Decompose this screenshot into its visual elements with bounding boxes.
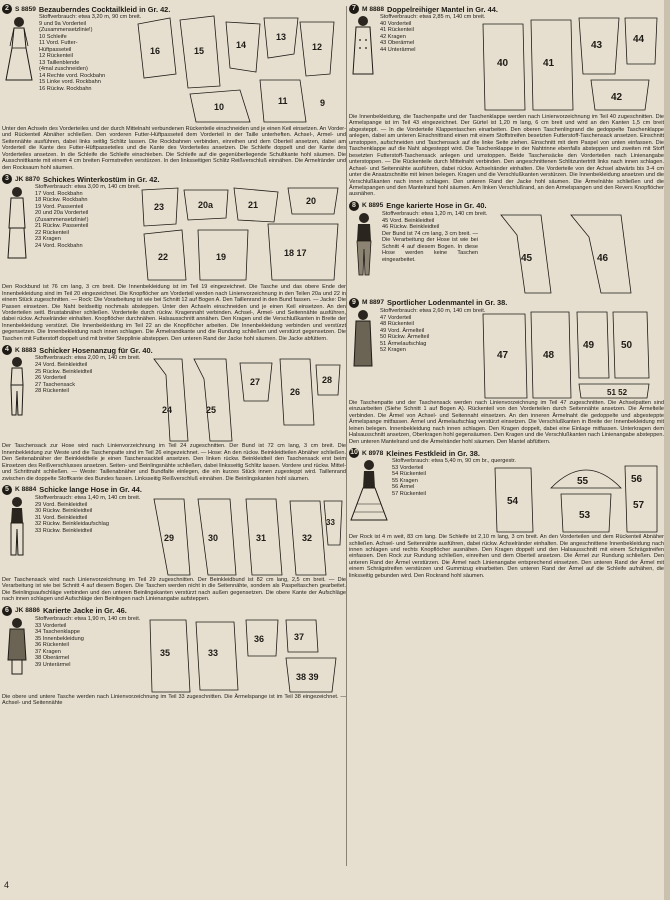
svg-text:15: 15: [194, 46, 205, 56]
pattern-code: S 8859: [15, 5, 36, 13]
part-item: 48 Rückenteil: [380, 321, 414, 328]
svg-text:25: 25: [206, 405, 217, 416]
part-item: 19 Vord. Passenteil: [35, 203, 84, 210]
part-item: 43 Oberärmel: [380, 40, 415, 47]
pattern-code: JK 8886: [15, 607, 40, 615]
pattern-code: K 8895: [362, 202, 384, 210]
part-item: 56 Ärmel: [392, 484, 415, 491]
article-heading: [349, 4, 664, 14]
part-item: 20 und 20a Vorderteil: [35, 210, 89, 217]
svg-text:40: 40: [497, 58, 509, 69]
article-number: 4: [2, 345, 12, 355]
part-item: 32 Rückw. Beinkleidaufschlag: [35, 521, 110, 528]
part-item: 54 Rückenteil: [392, 471, 426, 478]
parts-list: [380, 21, 476, 54]
trousers-figure-illustration: [2, 495, 32, 557]
svg-text:47: 47: [497, 349, 509, 361]
svg-text:26: 26: [290, 387, 301, 398]
part-item: 38 Oberärmel: [35, 655, 70, 662]
parts-list: [35, 362, 145, 395]
part-item: 23 Kragen: [35, 236, 61, 243]
trouser-suit-figure-illustration: [2, 355, 32, 417]
fabric-requirement: Stoffverbrauch: etwa 3,20 m, 90 cm breit.: [39, 14, 142, 20]
svg-text:19: 19: [216, 252, 227, 263]
page-number: 4: [4, 880, 10, 890]
svg-text:38 39: 38 39: [296, 671, 319, 682]
part-item: 22 Rückenteil: [35, 229, 69, 236]
parts-list: [382, 218, 478, 231]
pattern-code: JK 8870: [15, 175, 40, 183]
svg-text:56: 56: [631, 474, 643, 486]
pattern-pieces-diagram: [146, 616, 341, 694]
svg-text:14: 14: [236, 40, 247, 50]
fabric-requirement: Stoffverbrauch: etwa 2,60 m, 140 cm breit.: [380, 307, 486, 314]
parts-list: [39, 21, 127, 93]
part-item: 41 Rückenteil: [380, 27, 414, 34]
part-item: 46 Rückw. Beinkleidteil: [382, 224, 440, 231]
svg-text:50: 50: [621, 339, 633, 351]
fabric-requirement: Stoffverbrauch: etwa 1,40 m, 140 cm breit.: [35, 494, 141, 501]
article-number: 10: [350, 449, 358, 457]
article-number: 5: [2, 485, 12, 495]
article-title: Sportlicher Lodenmantel in Gr. 38.: [387, 298, 508, 308]
article-heading: [2, 485, 346, 495]
part-item: 21 Rückw. Passenteil: [35, 223, 89, 230]
article-title: Schicker Hosenanzug für Gr. 40.: [39, 345, 153, 355]
svg-text:54: 54: [507, 496, 519, 508]
article-number: 2: [2, 4, 12, 14]
svg-text:24: 24: [162, 405, 173, 416]
part-item: 33 Rückw. Beinkleidteil: [35, 527, 93, 534]
coat-figure-illustration: [349, 14, 377, 84]
svg-text:18 17: 18 17: [284, 248, 307, 259]
part-item: 16 Rückw. Rockbahn: [39, 85, 92, 92]
part-item: 15 Linke vord. Rockbahn: [39, 79, 101, 86]
svg-text:49: 49: [583, 339, 595, 351]
svg-text:13: 13: [276, 32, 287, 42]
article-title: Doppelreihiger Mantel in Gr. 44.: [387, 4, 498, 14]
article-heading: [349, 298, 664, 308]
article-heading: [2, 606, 346, 616]
svg-text:31: 31: [256, 532, 267, 543]
part-item: 52 Kragen: [380, 347, 406, 354]
svg-text:32: 32: [302, 532, 313, 543]
article-2: [2, 4, 346, 171]
pattern-pieces-diagram: [148, 355, 343, 443]
svg-text:43: 43: [591, 40, 603, 51]
svg-text:20a: 20a: [198, 200, 214, 211]
column-divider: [346, 6, 347, 866]
svg-text:57: 57: [633, 500, 645, 512]
svg-text:16: 16: [150, 46, 161, 56]
pattern-pieces-diagram: [481, 211, 661, 295]
pattern-pieces-diagram: [130, 14, 340, 126]
svg-text:11: 11: [278, 96, 288, 106]
article-instructions: Die obere und untere Tasche werden nach Linienvorzeichnung im Teil 33 zugeschnitten. Die Ärmelspange ist im Teil 38 eingezeichnet. — Achsel- und Seitennähte: [2, 693, 346, 707]
svg-text:10: 10: [214, 102, 225, 112]
pattern-pieces-diagram: [479, 308, 659, 400]
svg-text:12: 12: [312, 42, 323, 52]
svg-text:20: 20: [306, 196, 317, 207]
article-number: 8: [349, 201, 359, 211]
svg-text:9: 9: [320, 98, 326, 108]
right-column: [349, 4, 664, 582]
part-item: (Zusammensetzlinie!): [39, 27, 93, 34]
jacket-figure-illustration: [2, 616, 32, 676]
pattern-code: K 8884: [15, 486, 37, 494]
pattern-pieces-diagram: [491, 458, 661, 534]
part-item: 12 Rückenteil: [39, 53, 73, 60]
parts-list: [392, 465, 488, 498]
part-item: (4mal zuschneiden): [39, 66, 88, 73]
part-item: 42 Kragen: [380, 33, 406, 40]
part-item: 11 Vord. Futter-: [39, 40, 78, 47]
party-dress-figure-illustration: [349, 458, 389, 524]
part-item: 24 Vord. Beinkleidteil: [35, 362, 88, 369]
part-item: 31 Vord. Beinkleidteil: [35, 514, 88, 521]
article-title: Kleines Festkleid in Gr. 38.: [386, 448, 480, 458]
left-column: [2, 4, 346, 710]
pattern-pieces-diagram: [479, 14, 659, 114]
part-item: 49 Vord. Ärmelteil: [380, 327, 425, 334]
article-title: Bezauberndes Cocktailkleid in Gr. 42.: [38, 4, 171, 14]
svg-text:51 52: 51 52: [607, 387, 628, 397]
svg-text:30: 30: [208, 532, 219, 543]
article-title: Karierte Jacke in Gr. 46.: [42, 606, 127, 616]
svg-text:42: 42: [611, 92, 623, 103]
part-item: 27 Taschensack: [35, 381, 76, 388]
article-heading: [2, 4, 346, 14]
article-heading: [349, 201, 664, 211]
part-item: 40 Vorderteil: [380, 20, 412, 27]
svg-text:29: 29: [164, 532, 175, 543]
part-item: 9 und 9a Vorderteil: [39, 20, 86, 27]
fabric-requirement: Stoffverbrauch: etwa 3,00 m, 140 cm breit.: [35, 184, 141, 191]
svg-text:36: 36: [254, 633, 265, 644]
svg-text:46: 46: [597, 252, 609, 264]
pattern-code: M 8897: [362, 299, 384, 307]
part-item: 26 Vorderteil: [35, 375, 67, 382]
article-10: [349, 448, 664, 579]
svg-text:44: 44: [633, 34, 645, 45]
part-item: 14 Rechte vord. Rockbahn: [39, 72, 106, 79]
svg-text:45: 45: [521, 252, 533, 264]
article-number: 6: [2, 606, 12, 616]
part-item: 51 Ärmelaufschlag: [380, 340, 427, 347]
part-item: 44 Unterärmel: [380, 46, 416, 53]
article-8: [349, 201, 664, 295]
article-number: 3: [2, 174, 12, 184]
pattern-code: K 8978: [362, 449, 384, 457]
article-title: Enge karierte Hose in Gr. 40.: [386, 201, 487, 211]
svg-text:48: 48: [543, 349, 555, 361]
trousers-figure-illustration: [349, 211, 379, 277]
svg-text:33: 33: [208, 647, 219, 658]
part-item: 35 Innenbekleidung: [35, 635, 84, 642]
part-item: 39 Unterärmel: [35, 661, 71, 668]
svg-text:23: 23: [154, 202, 165, 213]
svg-text:41: 41: [543, 58, 555, 69]
article-title: Schicke lange Hose in Gr. 44.: [39, 485, 142, 495]
fabric-requirement: Stoffverbrauch: etwa 2,85 m, 140 cm breit.: [380, 14, 486, 20]
svg-text:37: 37: [294, 631, 305, 642]
loden-coat-figure-illustration: [349, 308, 377, 374]
article-3: [2, 174, 346, 342]
article-instructions: Die Taschenpatte und der Taschensack werden nach Linienvorzeichnung im Teil 47 zugeschnitten. Die Achselpatten sind einzuarbeiten (Siehe Schnitt 1 auf Bogen A). Rückenteil von den Vorderteilen durch Seitennähte ansetzen. Die Ärmelteile verbinden. Die Ärmel von Achsel- und Seitennaht einsetzen. An den inneren Ärmelnaht die gedoppelte und abgesteppte Ärmelspange mitfassen. Ärmel und Ärmelaufschlag verstürzt einsetzen. Die Verschlußkanten in Breite der Innenbekleidung mit leinen belegen. Innenbekleidung nach innen schlagen. Den Kragen doppelt, dabei eine Einlage mitfassen. Unterkragen dem Halsausschnitt ansetzen, Oberkragen hohl gegensäumen. Den Kragen und die Verschlußkanten nach Linienangabe absteppen. Den unteren Mantelrand und die Ärmelränder hohl säumen. Den Mantel abfüttern.: [349, 399, 664, 445]
article-instructions: Der Taschensack wird nach Linienvorzeichnung im Teil 29 zugeschnitten. Der Beinkleidbund ist 82 cm lang, 2,5 cm breit. — Die Verarbeitung ist wie bei Schnitt 4 auf diesem Bogen. Die Taschen werden nicht in die Seitennähte, sondern als Paspeltaschen gearbeitet. Die Beinlingsaufschläge verbinden und den unteren Beinlingskanten verstürzt nach außen gegensetzen. Die obere Kante der Aufschläge nach innen schlagen und Aufschläge den Beinlingen nach Linienangabe aufsteppen.: [2, 576, 346, 603]
svg-text:53: 53: [579, 510, 591, 522]
pattern-pieces-diagram: [148, 495, 343, 577]
part-item: 18 Rückw. Rockbahn: [35, 197, 88, 204]
pattern-code: M 8888: [362, 5, 384, 13]
part-item: 24 Vord. Rockbahn: [35, 242, 83, 249]
parts-list: [380, 315, 476, 354]
part-item: 37 Kragen: [35, 648, 61, 655]
part-item: 13 Taillenblende: [39, 59, 80, 66]
part-item: 36 Rückenteil: [35, 642, 69, 649]
part-item: 53 Vorderteil: [392, 464, 424, 471]
dress-figure-illustration: [2, 14, 36, 84]
part-item: 57 Rückenteil: [392, 490, 426, 497]
svg-text:35: 35: [160, 647, 171, 658]
part-item: 29 Vord. Beinkleidteil: [35, 501, 88, 508]
svg-text:21: 21: [248, 200, 259, 211]
part-item: 25 Rückw. Beinkleidteil: [35, 368, 93, 375]
article-number: 9: [349, 298, 359, 308]
article-6: [2, 606, 346, 707]
svg-text:22: 22: [158, 252, 169, 263]
svg-text:27: 27: [250, 377, 261, 388]
fabric-requirement: Stoffverbrauch: etwa 1,20 m, 140 cm breit.: [382, 210, 488, 217]
article-instructions: Unter den Achseln des Vorderteiles und der durch Mittelnaht verbundenen Rückenteile einschneiden und je einen Keil einsetzen. An Vorder- und Rückenteil Abnäher schließen. Den vorderen Futter-Hüftpasseteil dem Vorderteil in der Taille unterheften. Achsel-, Armel- und Seitennähte ausführen, dabei links seitlig Schlitz lassen. Die Rockbahnen verbinden, einreihen und dem Oberteil ansetzen, dabei am Vorderteil die Kante des Futter-Hüftpasseteiles und die Kante des Vorderteiles ansetzen. Die Schleife doppelt und der Kante des Vorderteiles ansetzen. In die Schleife die Schleife einschieben. Die Schleife auf die gegenüberliegende Schultkante hohl säumen. Die Ausschnittkante mit einem 4 cm breiten Formstreifen verstürzen. In den linksseitigen Schlitz Reißverschluß einnähen. Die Armelränder und den Rocksaum hohl säumen.: [2, 126, 346, 171]
part-item: (Zusammensetzlinie!): [35, 216, 89, 223]
svg-text:55: 55: [577, 476, 589, 488]
article-instructions: Der Taschensack zur Hose wird nach Linienvorzeichnung im Teil 24 zugeschnitten. Der Bund ist 72 cm lang, 3 cm breit. Die Innenbekleidung zur Weste und die Taschenpatte sind im Teil 26 eingezeichnet. — Hose: An den rückw. Beinkleidteilen Abnäher schließen. Den Seitenabnäher der Beinkleidteile je einen Taschensackteil ansetzen. Den linken rückw. Beinkleidteil den Taschensack erst beim Einsetzen des Reißverschlusses ansetzen. Seiten- und Beinlingsnähte schließen, dabei linksseitig Schlitz lassen. Vordere und rückw. Mittel- und Schrittnaht schließen. — Weste: Taillenabnäher und Bundfalte einlegen, die ein kurzes Stück innen zugesteppt wird. Taillenrand zwischen die doppelte Stoffkante des Bundes fassen. Linksseitig Reißverschluß einnähen. Die Beinlingskanten hohl säumen.: [2, 443, 346, 482]
suit-figure-illustration: [2, 184, 32, 264]
part-item: 33 Vorderteil: [35, 622, 67, 629]
part-item: 55 Kragen: [392, 477, 418, 484]
fabric-requirement: Stoffverbrauch: etwa 2,00 m, 140 cm breit.: [35, 355, 141, 362]
part-item: 45 Vord. Beinkleidteil: [382, 217, 435, 224]
article-heading: [349, 448, 664, 458]
parts-list: [35, 623, 143, 669]
article-title: Schickes Winterkostüm in Gr. 42.: [42, 174, 160, 184]
part-item: 30 Rückw. Beinkleidteil: [35, 508, 93, 515]
part-item: 28 Rückenteil: [35, 388, 69, 395]
part-item: 50 Rückw. Ärmelteil: [380, 334, 430, 341]
part-item: Hüftpasseteil: [39, 46, 72, 53]
fabric-requirement: Stoffverbrauch: etwa 5,40 m, 90 cm br., quergestr.: [392, 458, 516, 465]
pattern-code: K 8883: [15, 346, 37, 354]
article-instructions: Der Bund ist 74 cm lang, 3 cm breit. — Die Verarbeitung der Hose ist wie bei Schnitt 4 auf diesem Bogen. In diese Hose werden keine Taschen eingearbeitet.: [382, 230, 478, 263]
article-heading: [2, 174, 346, 184]
article-instructions: Die Innenbekleidung, die Taschenpatte und der Taschenklappe werden nach Linienvorzeichnung im Teil 40 zugeschnitten. Die Armelspange ist im Teil 43 eingezeichnet. Der Gürtel ist 1,20 m lang, 6 cm breit und wird an den Kanten 1,5 cm breit abgesteppt. — In die Vorderteile Klappentaschen einarbeiten. Den oberen Taschenlingrand die gedoppelte Taschenklappe anlegen, dabei am unteren Einschnittrand einen mit einem Stoffstreifen besetzten Futterstoff-Taschensack ansetzen. Einschnitt umstoppen, aufschneiden und Taschensack auf die linke Seite ziehen. Einschnitt mit dem Paspel von unten einfassen. Die Taschenklappe auf die Naht abgesteppt wird. Die Taschenklappe in der Nahtrinne ebenfalls absteppen und zweiten mit Stoff besetzten Futterstoff-Taschensack anlegen und umstoppen. Beide Taschensäcke den Vorderteilen nach Linienangabe unterstoppen. — Die Rückenteile durch Mittelnaht verbinden. Den angeschnittenen Schlitzuntertritt links nach innen schlagen. Achsel- und Seitennähte ausführen, dabei rückw. Achselränder einhalten. Die Vorderteile von der Achsel abwärts bis 3-4 cm unter die Ansatzschnitte mit leinen belegen. Kragen und die Verschlußkanten verstürzen. Die Innenbekleidung ansetzen und die Verschlußkanten nach innen schlagen. Den unteren Rand der Jacke hohl säumen. Die Ärmelnähte schließen und die Ärmelspangen und den Mantelrand hohl säumen. Am linken Verschlußrand, an den Armelspangen und den Revers Knopflöcher ausnähen.: [349, 114, 664, 198]
article-number: 7: [349, 4, 359, 14]
part-item: 47 Vorderteil: [380, 314, 412, 321]
fabric-requirement: Stoffverbrauch: etwa 1,90 m, 140 cm breit.: [35, 615, 141, 622]
svg-text:28: 28: [322, 375, 333, 386]
article-7: [349, 4, 664, 198]
article-9: [349, 298, 664, 445]
pattern-pieces-diagram: [138, 184, 343, 284]
part-item: 17 Vord. Rockbahn: [35, 190, 83, 197]
page-edge: [664, 0, 670, 900]
parts-list: [35, 502, 145, 535]
article-instructions: Den Rockbund ist 76 cm lang, 3 cm breit. Die Innenbekleidung ist im Teil 19 eingezeichnet. Die Tasche und das obere Ende der Innenbekleidung sind im Teil 20 eingezeichnet. Die Knopflöcher am Vorderteil werden nach Linienvorzeichnung in den Teilen 20a und 22 in einem Stück zugeschnitten. — Rock: Die Vorarbeitung ist wie bei Schnitt 12 auf Bogen A. Den Taillenrand in den Bund fassen. — Jacke: Die Passen einsetzen. Die Naht beidseitig nochmals absteppen. Unter den Achseln einschneiden und je einen Keil einsetzen. An den Vorderteilen seitl. Brustabnäher schließen. Vorderteile durch rückw. Kragennaht verbinden. Achsel-, Ärmel- und Seitennähte ausführen, dabei rückw. Achselränder einhalten. Knopflöcher durchnähen. Halsausschnitt annähen. Den Kragen und die Verschlußkanten in Breite der Innenbekleidung verstürzt. Die Innenbekleidung im Teil 22 an die Knopflöcher arbeiten. Die Innenbekleidung verbinden und verstürzt gegensetzen. Die Innenbekleidung nach innen schlagen. Die Ärmelrandkante und die Rundung schließen und verstürzt gegensetzen. Die Taschen mit Futterstoff doppelt und mit breiter Stepplinie absteppen. Den unteren Rand der Jacke hohl säumen. Die Jacke abfüttern.: [2, 284, 346, 342]
article-instructions: Der Rock ist 4 m weit, 83 cm lang. Die Schleife ist 2,10 m lang, 3 cm breit. An den Vorderteilen und dem Rückenteil Abnäher schließen. Achsel- und Seitennähte ausführen, dabei rückw. Achselränder einhalten. Die angeschnittene Innenbekleidung nach innen schlagen und rechts Knopflöcher ausnähen. Den Kragen doppelt und den Halsausschnitt mit einem Schrägstreifen einfassen. Den Rock zur Rundung schließen, einreihen und dem Oberteil ansetzen. Die Ärmel zur Rundung schließen. Den unteren Rand der Ärmel verstürzen. Die Ärmel nach Linienangabe entsprechend einsetzen. Den unteren Rand der Ärmel mit einem Schrägstreifen verstürzen und Gummizug einarbeiten. Den unteren Rand der Ärmel auf die Schleife aufnähen, die linksseitig gebunden wird. Den Rockrand hohl säumen.: [349, 534, 664, 579]
article-5: [2, 485, 346, 603]
article-4: [2, 345, 346, 482]
svg-text:33: 33: [326, 517, 335, 527]
part-item: 34 Taschenklappe: [35, 629, 80, 636]
article-heading: [2, 345, 346, 355]
parts-list: [35, 191, 135, 250]
part-item: 10 Schleife: [39, 33, 67, 40]
